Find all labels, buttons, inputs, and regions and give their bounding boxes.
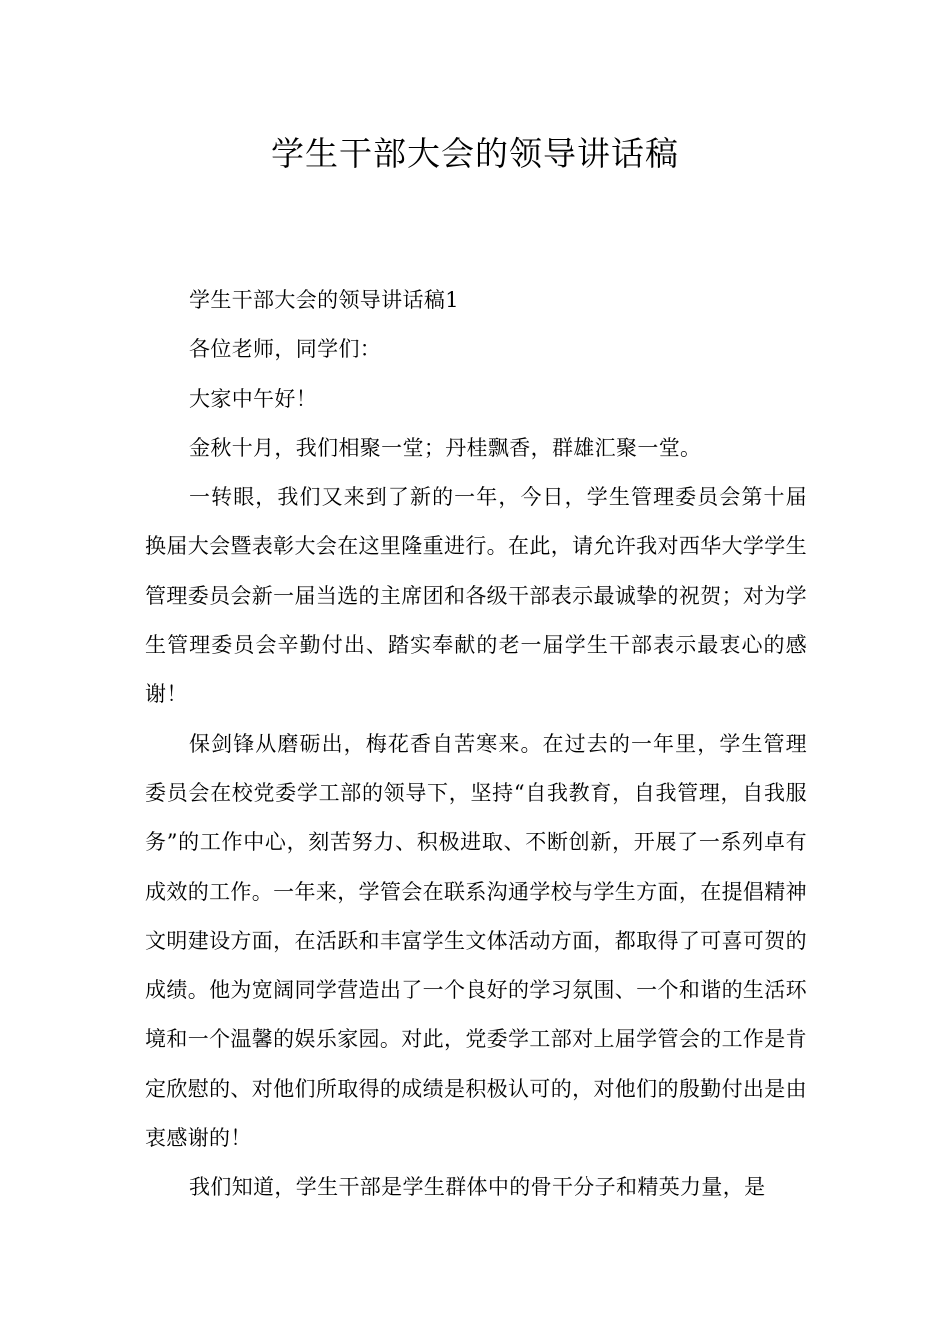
paragraph-student-leaders: 我们知道，学生干部是学生群体中的骨干分子和精英力量，是 [189,1175,766,1200]
paragraph-congratulations: 一转眼，我们又来到了新的一年，今日，学生管理委员会第十届换届大会暨表彰大会在这里隆重进行。在此，请允许我对西华大学学生管理委员会新一届当选的主席团和各级干部表示最诚挚的祝贺；对为学生管理委员会辛勤付出、踏实奉献的老一届学生干部表示最衷心的感谢！ [145,485,807,707]
document-body [145,276,807,1213]
document-title: 学生干部大会的领导讲话稿 [271,134,679,173]
paragraph-opening: 金秋十月，我们相聚一堂；丹桂飘香，群雄汇聚一堂。 [189,435,702,460]
paragraph-achievements: 保剑锋从磨砺出，梅花香自苦寒来。在过去的一年里，学生管理委员会在校党委学工部的领导下，坚持“自我教育，自我管理，自我服务”的工作中心，刻苦努力、积极进取、不断创新，开展了一系列卓有成效的工作。一年来，学管会在联系沟通学校与学生方面，在提倡精神文明建设方面，在活跃和丰富学生文体活动方面，都取得了可喜可贺的成绩。他为宽阔同学营造出了一个良好的学习氛围、一个和谐的生活环境和一个温馨的娱乐家园。对此，党委学工部对上届学管会的工作是肯定欣慰的、对他们所取得的成绩是积极认可的，对他们的殷勤付出是由衷感谢的！ [145,731,807,1151]
paragraph-greeting: 大家中午好！ [189,386,318,411]
paragraph-subtitle: 学生干部大会的领导讲话稿1 [189,288,459,312]
paragraph-salutation: 各位老师，同学们： [189,337,382,362]
